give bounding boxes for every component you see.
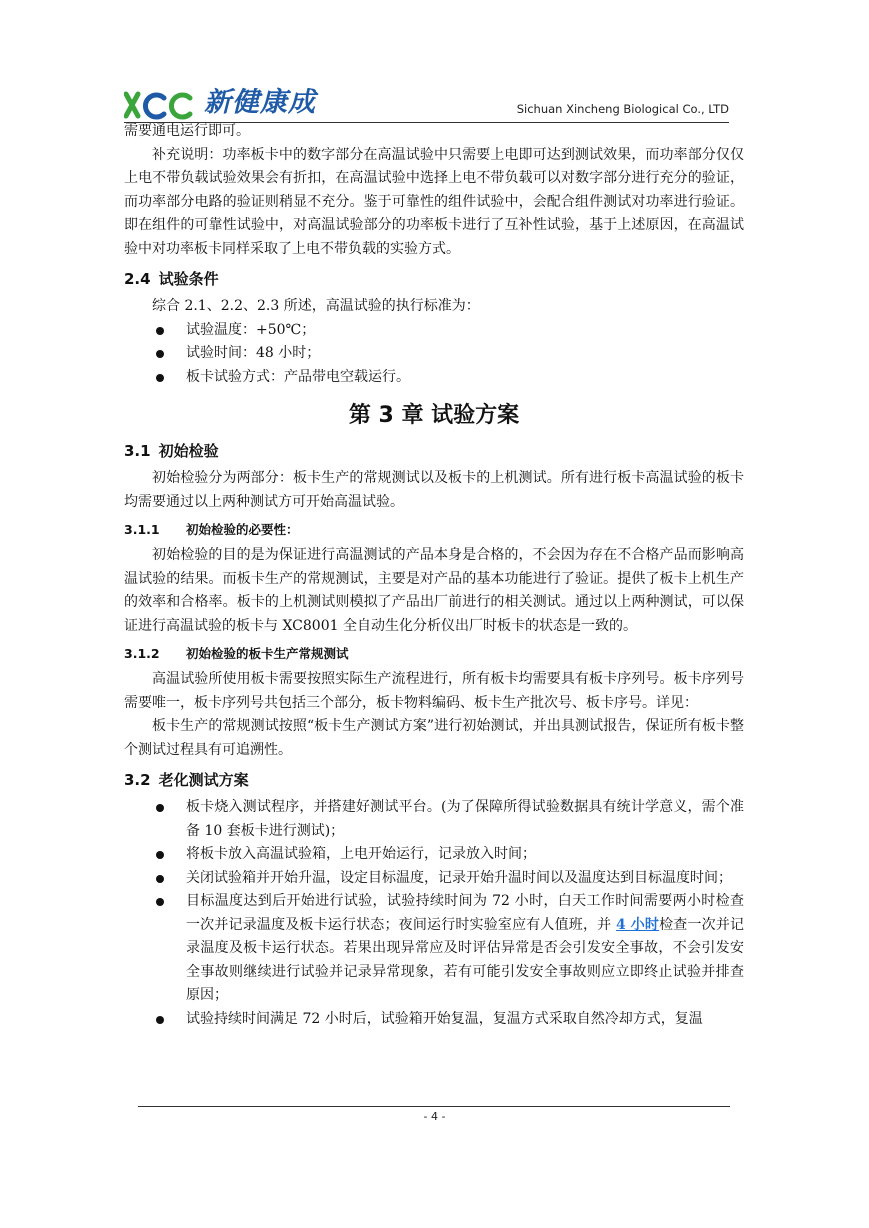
bullet-icon bbox=[156, 350, 164, 358]
bullet-icon bbox=[156, 327, 164, 335]
logo-text: 新健康成 bbox=[204, 87, 316, 118]
section-3-1-2-text-1: 高温试验所使用板卡需要按照实际生产流程进行，所有板卡均需要具有板卡序列号。板卡序列号需要唯一，板卡序列号共包括三个部分，板卡物料编码、板卡生产批次号、板卡序号。详见： bbox=[124, 671, 744, 711]
list-item-text: 将板卡放入高温试验箱，上电开始运行，记录放入时间； bbox=[186, 846, 536, 862]
section-number: 3.2 bbox=[124, 771, 151, 789]
list-item-text: 试验持续时间满足 72 小时后，试验箱开始复温，复温方式采取自然冷却方式，复温 bbox=[186, 1010, 703, 1027]
list-item bbox=[124, 319, 744, 343]
bullet-icon bbox=[156, 898, 164, 906]
list-item bbox=[124, 843, 744, 867]
section-3-1-2-text-2: 板卡生产的常规测试按照“板卡生产测试方案”进行初始测试，并出具测试报告，保证所有板卡整个测试过程具有可追溯性。 bbox=[124, 718, 744, 758]
section-2-4-lead: 综合 2.1、2.2、2.3 所述，高温试验的执行标准为： bbox=[152, 298, 480, 314]
section-title: 初始检验的板卡生产常规测试 bbox=[186, 646, 349, 661]
company-name: Sichuan Xincheng Biological Co., LTD bbox=[516, 102, 729, 116]
list-item-text: 板卡试验方式：产品带电空载运行。 bbox=[186, 368, 410, 385]
page-header bbox=[124, 82, 729, 123]
list-item bbox=[124, 1008, 744, 1032]
intro-line: 需要通电运行即可。 bbox=[124, 123, 250, 139]
section-2-4-heading bbox=[124, 267, 744, 291]
section-3-1-text: 初始检验分为两部分：板卡生产的常规测试以及板卡的上机测试。所有进行板卡高温试验的板卡均需要通过以上两种测试方可开始高温试验。 bbox=[124, 470, 744, 510]
company-logo bbox=[124, 86, 316, 120]
logo-mark-icon bbox=[124, 90, 200, 120]
section-title: 初始检验的必要性： bbox=[186, 522, 299, 537]
list-item-text: 试验温度：+50℃； bbox=[186, 321, 316, 338]
chapter-title: 第 3 章 试验方案 bbox=[348, 403, 520, 428]
list-item-text: 板卡烧入测试程序，并搭建好测试平台。(为了保障所得试验数据具有统计学意义，需个准备 10 套板卡进行测试)； bbox=[186, 799, 744, 839]
bullet-icon bbox=[156, 374, 164, 382]
section-number: 3.1 bbox=[124, 442, 151, 460]
footer-divider bbox=[138, 1106, 730, 1107]
section-number: 3.1.1 bbox=[124, 522, 160, 537]
list-item bbox=[124, 890, 744, 1008]
list-item bbox=[124, 342, 744, 366]
section-number: 3.1.2 bbox=[124, 646, 160, 661]
section-3-1-1-text: 初始检验的目的是为保证进行高温测试的产品本身是合格的，不会因为存在不合格产品而影响高温试验的结果。而板卡生产的常规测试，主要是对产品的基本功能进行了验证。提供了板卡上机生产的效率和合格率。板卡的上机测试则模拟了产品出厂前进行的相关测试。通过以上两种测试，可以保证进行高温试验的板卡与 XC8001 全自动生化分析仪出厂时板卡的状态是一致的。 bbox=[124, 547, 744, 634]
page-number: - 4 - bbox=[423, 1110, 446, 1123]
list-item-text: 检查一次并记录温度及板卡运行状态。若果出现异常应及时评估异常是否会引发安全事故，不会引发安全事故则继续进行试验并记录异常现象，若有可能引发安全事故则应立即终止试验并排查原因； bbox=[186, 916, 744, 1003]
bullet-icon bbox=[156, 851, 164, 859]
section-3-2-heading bbox=[124, 768, 744, 792]
section-title: 初始检验 bbox=[158, 442, 219, 460]
section-number: 2.4 bbox=[124, 270, 151, 288]
aging-test-steps-list bbox=[124, 796, 744, 1031]
supplement-paragraph: 补充说明：功率板卡中的数字部分在高温试验中只需要上电即可达到测试效果，而功率部分仅仅上电不带负载试验效果会有折扣，在高温试验中选择上电不带负载可以对数字部分进行充分的验证，而功率部分电路的验证则稍显不充分。鉴于可靠性的组件试验中，会配合组件测试对功率进行验证。即在组件的可靠性试验中，对高温试验部分的功率板卡进行了互补性试验，基于上述原因，在高温试验中对功率板卡同样采取了上电不带负载的实验方式。 bbox=[124, 146, 744, 257]
list-item-text: 目标温度达到后开始进行试验，试验持续时间为 72 小时，白天工作时间需要两小时检查一次并记录温度及板卡运行状态；夜间运行时实验室应有人值班，并 bbox=[186, 893, 744, 933]
section-title: 试验条件 bbox=[158, 270, 219, 288]
list-item-text: 试验时间：48 小时； bbox=[186, 345, 321, 361]
bullet-icon bbox=[156, 804, 164, 812]
highlighted-hours: 4 小时 bbox=[615, 916, 660, 933]
section-3-1-heading bbox=[124, 439, 744, 463]
list-item bbox=[124, 867, 744, 891]
section-3-1-2-heading bbox=[124, 642, 744, 666]
document-body bbox=[124, 120, 744, 1031]
bullet-icon bbox=[156, 1016, 164, 1024]
list-item-text: 关闭试验箱并开始升温，设定目标温度，记录开始升温时间以及温度达到目标温度时间； bbox=[186, 869, 732, 886]
section-title: 老化测试方案 bbox=[158, 771, 249, 789]
list-item bbox=[124, 796, 744, 843]
bullet-icon bbox=[156, 875, 164, 883]
section-3-1-1-heading bbox=[124, 518, 744, 542]
list-item bbox=[124, 366, 744, 390]
test-conditions-list bbox=[124, 319, 744, 390]
